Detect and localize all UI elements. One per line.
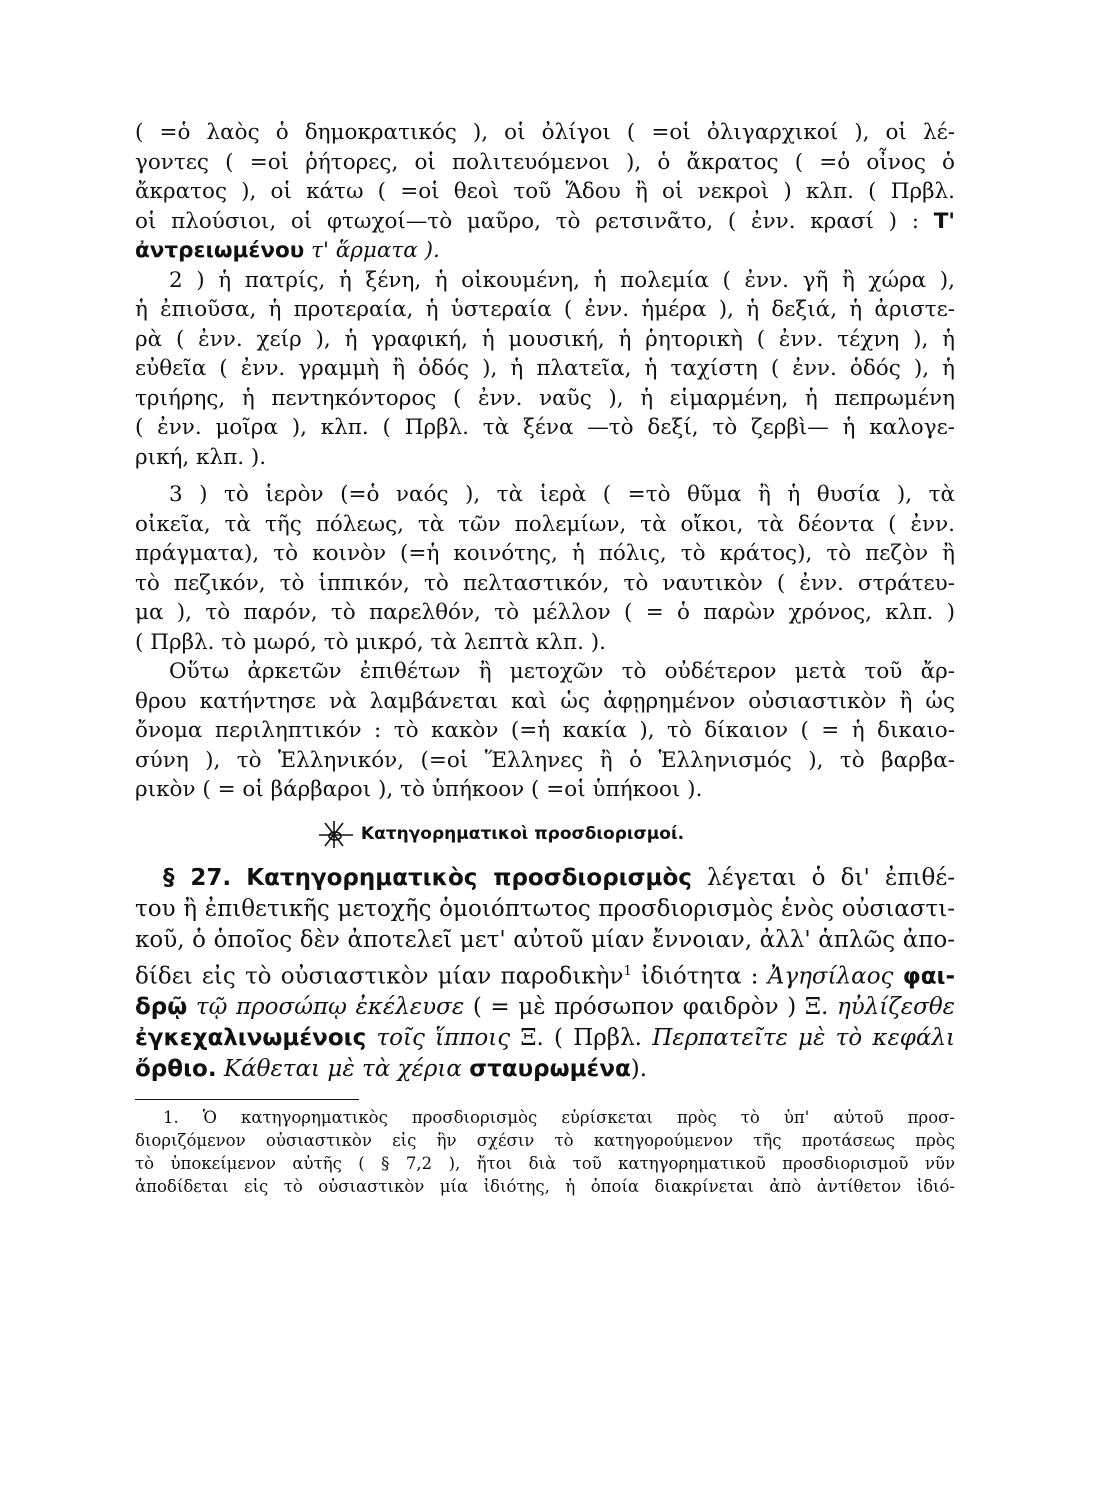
footnote-divider xyxy=(135,1099,359,1100)
text-line: ( ἐνν. μοῖρα ), κλπ. ( Πρβλ. τὰ ξένα —τὸ δεξί, τὸ ζερβὶ— ἡ καλογε- xyxy=(135,415,955,440)
paragraph-feminine xyxy=(135,266,955,473)
section-heading xyxy=(313,819,955,849)
footnote-line: τὸ ὑποκείμενον αὐτῆς ( § 7,2 ), ἤτοι διὰ τοῦ κατηγορηματικοῦ προσδιορισμοῦ νῦν xyxy=(135,1154,955,1174)
text-line: δρῷ τῷ προσώπῳ ἐκέλευσε ( = μὲ πρόσωπον φαιδρὸν ) Ξ. ηὐλίζεσθε xyxy=(135,994,956,1021)
section-27 xyxy=(135,863,955,1086)
text-line: ὄνομα περιληπτικόν : τὸ κακὸν (=ἡ κακία ), τὸ δίκαιον ( = ἡ δικαιο- xyxy=(135,718,955,743)
text-line: γοντες ( =οἱ ῥήτορες, οἱ πολιτευόμενοι ), ὁ ἄκρατος ( =ὁ οἶνος ὁ xyxy=(135,149,955,175)
text-line: ρική, κλπ. ). xyxy=(135,444,267,470)
asterisk-star-icon xyxy=(313,819,355,849)
paragraph-list-masculine xyxy=(135,118,955,266)
text-line: μα ), τὸ παρόν, τὸ παρελθόν, τὸ μέλλον ( = ὁ παρὼν χρόνος, κλπ. ) xyxy=(135,600,955,625)
text-line: Οὕτω ἀρκετῶν ἐπιθέτων ἢ μετοχῶν τὸ οὐδέτερον μετὰ τοῦ ἄρ- xyxy=(169,659,955,684)
text-line: ( Πρβλ. τὸ μωρό, τὸ μικρό, τὰ λεπτὰ κλπ. ). xyxy=(135,629,607,655)
paragraph-neuter xyxy=(135,480,955,657)
text-line: πράγματα), τὸ κοινὸν (=ἡ κοινότης, ἡ πόλις, τὸ κράτος), τὸ πεζὸν ἢ xyxy=(135,541,955,566)
text-line: οἰκεῖα, τὰ τῆς πόλεως, τὰ τῶν πολεμίων, τὰ οἴκοι, τὰ δέοντα ( ἐνν. xyxy=(135,511,955,537)
text-line: 3 ) τὸ ἱερὸν (=ὁ ναός ), τὰ ἱερὰ ( =τὸ θῦμα ἢ ἡ θυσία ), τὰ xyxy=(169,482,955,507)
paragraph-abstract-neuter xyxy=(135,657,955,805)
text-line: οἱ πλούσιοι, οἱ φτωχοί—τὸ μαῦρο, τὸ ρετσινᾶτο, ( ἐνν. κρασί ) : Τ' xyxy=(135,208,955,234)
text-line: εὐθεῖα ( ἐνν. γραμμὴ ἢ ὁδός ), ἡ πλατεῖα, ἡ ταχίστη ( ἐνν. ὁδός ), ἡ xyxy=(135,356,955,381)
bold-term: ἀντρειωμένου xyxy=(135,238,305,263)
text-line: ἡ ἐπιοῦσα, ἡ προτεραία, ἡ ὑστεραία ( ἐνν. ἡμέρα ), ἡ δεξιά, ἡ ἀριστε- xyxy=(135,297,955,322)
footnote-line: ἀποδίδεται εἰς τὸ οὐσιαστικὸν μία ἰδιότης, ἡ ὁποία διακρίνεται ἀπὸ ἀντίθετον ἰδιό- xyxy=(135,1177,955,1197)
text-line: τριήρης, ἡ πεντηκόντορος ( ἐνν. ναῦς ), ἡ εἱμαρμένη, ἡ πεπρωμένη xyxy=(135,385,955,411)
italic-example: τ' ἅρματα ). xyxy=(304,238,440,263)
book-page xyxy=(135,118,955,1198)
text-line: ἐγκεχαλινωμένοις τοῖς ἵπποις Ξ. ( Πρβλ. Περπατεῖτε μὲ τὸ κεφάλι xyxy=(135,1025,956,1052)
text-line: § 27. Κατηγορηματικὸς προσδιορισμὸς λέγεται ὁ δι' ἐπιθέ- xyxy=(163,864,956,891)
text-line: τὸ πεζικόν, τὸ ἱππικόν, τὸ πελταστικόν, τὸ ναυτικὸν ( ἐνν. στράτευ- xyxy=(135,570,955,596)
text-line: κοῦ, ὁ ὁποῖος δὲν ἀποτελεῖ μετ' αὐτοῦ μίαν ἔννοιαν, ἀλλ' ἁπλῶς ἀπο- xyxy=(135,926,955,953)
text-line: θρου κατήντησε νὰ λαμβάνεται καὶ ὡς ἀφῃρημένον οὐσιαστικὸν ἢ ὡς xyxy=(135,688,955,714)
text-line: ὄρθιο. Κάθεται μὲ τὰ χέρια σταυρωμένα). xyxy=(135,1056,648,1083)
text-line: ( =ὁ λαὸς ὁ δημοκρατικός ), οἱ ὀλίγοι ( =οἱ ὀλιγαρχικοί ), οἱ λέ- xyxy=(135,120,955,145)
text-line xyxy=(135,236,955,266)
footnote xyxy=(135,1106,955,1198)
text-line: ρικὸν ( = οἱ βάρβαροι ), τὸ ὑπήκοον ( =οἱ ὑπήκοοι ). xyxy=(135,777,703,802)
text-line: του ἢ ἐπιθετικῆς μετοχῆς ὁμοιόπτωτος προσδιορισμὸς ἑνὸς οὐσιαστι- xyxy=(135,895,955,922)
bold-term: Τ' xyxy=(933,208,955,234)
text-line: ρὰ ( ἐνν. χείρ ), ἡ γραφική, ἡ μουσική, ἡ ῥητορικὴ ( ἐνν. τέχνη ), ἡ xyxy=(135,326,955,352)
footnote-marker[interactable]: 1 xyxy=(623,963,632,979)
footnote-line: διοριζόμενον οὐσιαστικὸν εἰς ἣν σχέσιν τὸ κατηγορούμενον τῆς προτάσεως πρὸς xyxy=(135,1131,955,1151)
section-number: § 27. xyxy=(163,864,232,891)
section-term: Κατηγορηματικὸς προσδιορισμὸς xyxy=(246,864,692,891)
text-line: σύνη ), τὸ Ἑλληνικόν, (=οἱ Ἕλληνες ἢ ὁ Ἑλληνισμός ), τὸ βαρβα- xyxy=(135,747,955,773)
text-line: ἄκρατος ), οἱ κάτω ( =οἱ θεοὶ τοῦ Ἅδου ἢ οἱ νεκροὶ ) κλπ. ( Πρβλ. xyxy=(135,179,955,204)
text-line: 2 ) ἡ πατρίς, ἡ ξένη, ἡ οἰκουμένη, ἡ πολεμία ( ἐνν. γῆ ἢ χώρα ), xyxy=(169,267,955,293)
text-line: δίδει εἰς τὸ οὐσιαστικὸν μίαν παροδικὴν$^1$ ἰδιότητα : Ἀγησίλαος φαι- xyxy=(135,963,956,990)
footnote-line: 1. Ὁ κατηγορηματικὸς προσδιορισμὸς εὑρίσκεται πρὸς τὸ ὑπ' αὐτοῦ προσ- xyxy=(163,1108,955,1128)
heading-text: Κατηγορηματικοὶ προσδιορισμοί. xyxy=(360,823,685,844)
